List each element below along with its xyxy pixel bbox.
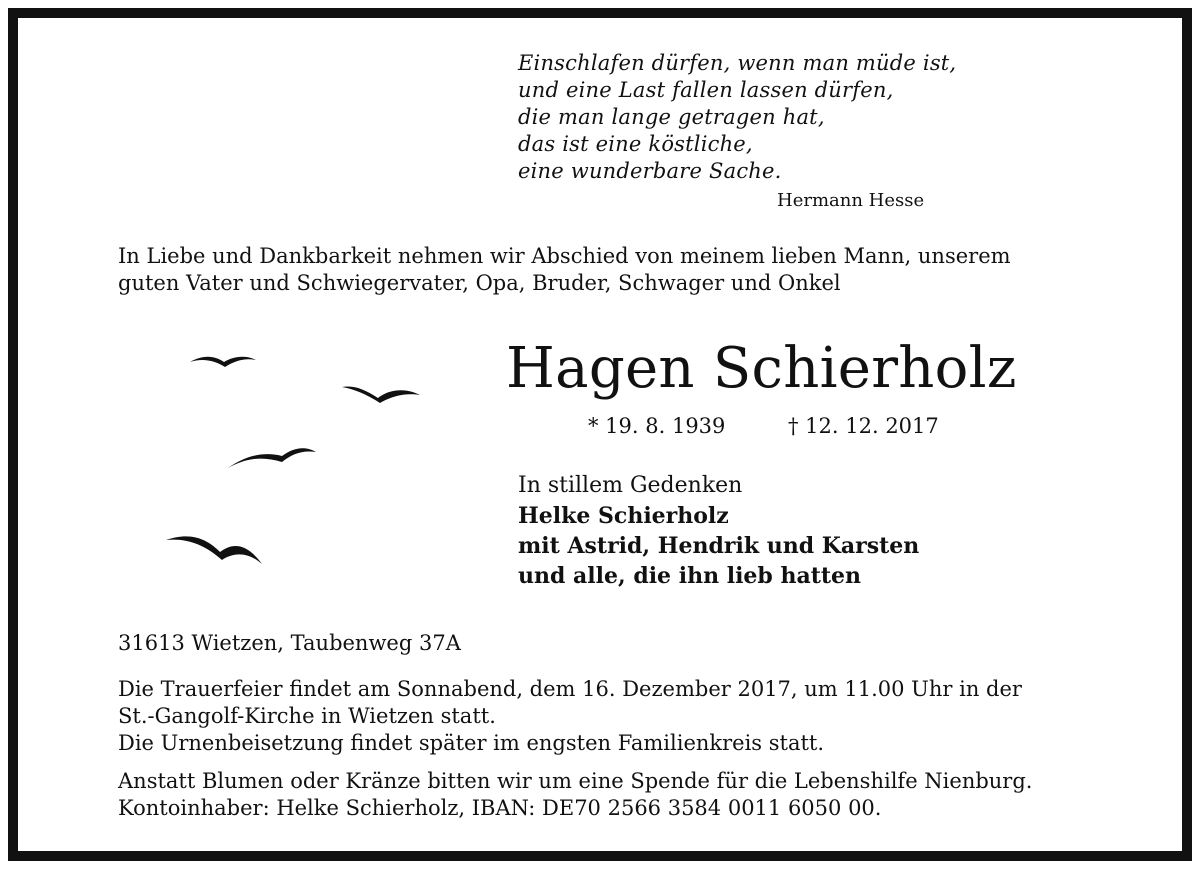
service-line-2: St.-Gangolf-Kirche in Wietzen statt.	[118, 704, 496, 728]
deceased-name: Hagen Schierholz	[506, 336, 1017, 401]
donation-line-1: Anstatt Blumen oder Kränze bitten wir um eine Spende für die Lebenshilfe Nienburg.	[118, 769, 1033, 793]
death-date: † 12. 12. 2017	[788, 414, 939, 438]
donation-info	[118, 768, 1032, 822]
poem-line-5: eine wunderbare Sache.	[518, 159, 782, 183]
bird-icon-3	[228, 448, 316, 468]
poem-line-4: das ist eine köstliche,	[518, 132, 753, 156]
intro-line-1: In Liebe und Dankbarkeit nehmen wir Abschied von meinem lieben Mann, unserem	[118, 244, 1011, 268]
poem-line-1: Einschlafen dürfen, wenn man müde ist,	[518, 51, 957, 75]
mourner-line-3: und alle, die ihn lieb hatten	[518, 563, 862, 589]
mourner-line-1: Helke Schierholz	[518, 503, 729, 529]
poem-author: Hermann Hesse	[777, 190, 925, 211]
address: 31613 Wietzen, Taubenweg 37A	[118, 631, 461, 655]
donation-line-2: Kontoinhaber: Helke Schierholz, IBAN: DE70 2566 3584 0011 6050 00.	[118, 796, 882, 820]
service-line-1: Die Trauerfeier findet am Sonnabend, dem 16. Dezember 2017, um 11.00 Uhr in der	[118, 677, 1022, 701]
poem	[518, 50, 956, 185]
service-line-3: Die Urnenbeisetzung findet später im engsten Familienkreis statt.	[118, 731, 825, 755]
bird-icon-1	[190, 357, 256, 367]
birds-illustration	[150, 340, 440, 580]
birth-date: * 19. 8. 1939	[588, 414, 726, 438]
bird-icon-2	[342, 386, 420, 403]
intro-text	[118, 243, 1108, 297]
intro-line-2: guten Vater und Schwiegervater, Opa, Bruder, Schwager und Onkel	[118, 271, 841, 295]
mourners-block	[518, 471, 919, 591]
service-info	[118, 676, 1022, 757]
mourner-line-2: mit Astrid, Hendrik und Karsten	[518, 533, 920, 559]
mourners-heading: In stillem Gedenken	[518, 473, 743, 498]
bird-icon-4	[166, 536, 262, 564]
poem-line-3: die man lange getragen hat,	[518, 105, 825, 129]
poem-line-2: und eine Last fallen lassen dürfen,	[518, 78, 894, 102]
